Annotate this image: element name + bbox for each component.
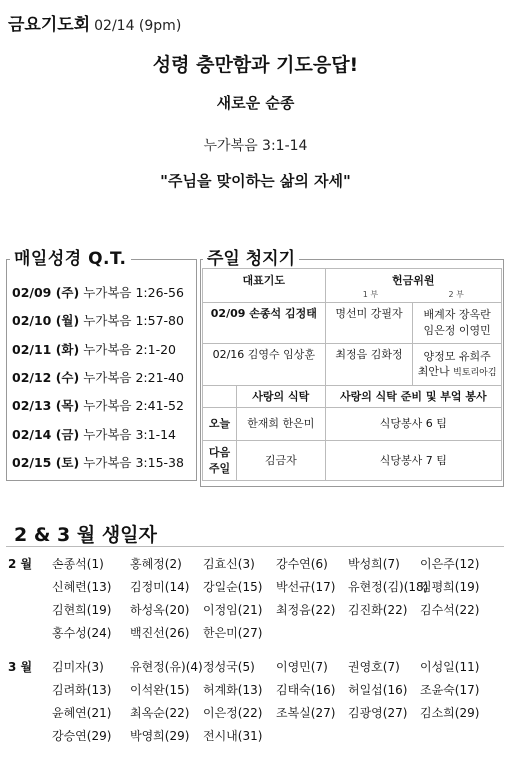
feb-birthday-name: 신혜련(13) (52, 580, 112, 594)
feb-birthday-name: 강수연(6) (276, 557, 328, 571)
divider (6, 546, 504, 547)
part2-line: 배계자 장옥란 (423, 308, 491, 322)
part2-cell (413, 303, 502, 344)
table-row (203, 408, 502, 441)
feb-birthday-name: 박선규(17) (276, 580, 336, 594)
table-row (203, 344, 502, 386)
qt-date: 02/11 (화) (12, 341, 80, 357)
part2-name: 최안나 (417, 365, 450, 379)
next-service: 식당봉사 7 팀 (325, 441, 501, 481)
sermon-main-title: 성령 충만함과 기도응답! (152, 54, 359, 76)
feb-birthday-name: 유현정(김)(18) (348, 580, 429, 594)
mar-birthday-name: 김미자(3) (52, 660, 104, 674)
mar-birthday-name: 김려화(13) (52, 683, 112, 697)
mar-birthday-name: 조윤숙(17) (420, 683, 480, 697)
header (8, 10, 181, 35)
sunday-table (202, 268, 502, 481)
meeting-date: 02/14 (9pm) (94, 18, 182, 34)
mar-birthday-name: 김광영(27) (348, 706, 408, 720)
sermon-scripture: 누가복음 3:1-14 (203, 138, 308, 154)
sunday-title: 주일 청지기 (203, 244, 299, 269)
feb-birthday-name: 박성희(7) (348, 557, 400, 571)
feb-birthday-name: 김현희(19) (52, 603, 112, 617)
next-label-line: 주일 (208, 461, 231, 475)
part2-line (415, 364, 499, 380)
today-service: 식당봉사 6 팀 (325, 408, 501, 441)
qt-date: 02/13 (목) (12, 398, 80, 414)
service-header: 사랑의 식탁 준비 및 부엌 봉사 (325, 386, 501, 408)
prayer-cell: 02/16 김영수 임상훈 (203, 344, 326, 386)
table-header: 사랑의 식탁 (236, 386, 325, 408)
sermon-subtitle: 새로운 순종 (216, 94, 295, 112)
part2-line: 임은정 이영민 (423, 324, 491, 337)
mar-birthday-name: 허일섭(16) (348, 683, 408, 697)
mar-birthday-name: 조복실(27) (276, 706, 336, 720)
part1-cell: 명선미 강필자 (325, 303, 413, 344)
table-row (203, 441, 502, 481)
qt-ref: 누가복음 1:26-56 (79, 285, 184, 300)
part2-name: 빅토리아김 (453, 368, 497, 379)
mar-birthday-name: 이은정(22) (203, 706, 263, 720)
mar-birthday-name: 이영민(7) (276, 660, 328, 674)
mar-label: 3 월 (8, 660, 33, 674)
mar-birthday-name: 이석완(15) (130, 683, 190, 697)
feb-birthday-name: 김정미(14) (130, 580, 190, 594)
birthday-title: 2 & 3 월 생일자 (14, 524, 157, 546)
mar-birthday-name: 강승연(29) (52, 729, 112, 743)
mar-birthday-name: 박영희(29) (130, 729, 190, 743)
qt-date: 02/15 (토) (12, 454, 80, 470)
feb-birthday-name: 김진화(22) (348, 603, 408, 617)
qt-row (12, 311, 184, 329)
col-prayer-header: 대표기도 (203, 269, 326, 303)
qt-ref: 누가복음 2:41-52 (79, 398, 184, 414)
mar-birthday-name: 정성국(5) (203, 660, 255, 674)
qt-title: 매일성경 Q.T. (10, 244, 131, 269)
empty-cell (203, 386, 237, 408)
feb-birthday-name: 김효신(3) (203, 557, 255, 571)
next-label (203, 441, 237, 481)
part1-cell: 최정음 김화정 (325, 344, 413, 386)
qt-date: 02/09 (주) (12, 285, 80, 300)
mar-birthday-name: 권영호(7) (348, 660, 400, 674)
feb-birthday-name: 한은미(27) (203, 626, 263, 640)
meeting-title: 금요기도회 (8, 15, 91, 35)
part2-label: 2 부 (448, 289, 464, 299)
qt-row (12, 368, 184, 386)
today-label: 오늘 (203, 408, 237, 441)
mar-birthday-name: 허계화(13) (203, 683, 263, 697)
mar-birthday-name: 김태숙(16) (276, 683, 336, 697)
part2-cell (413, 344, 502, 386)
part2-line: 양정모 유희주 (423, 349, 491, 363)
col-offering-header (325, 269, 501, 303)
feb-birthday-name: 강일순(15) (203, 580, 263, 594)
qt-ref: 누가복음 1:57-80 (79, 313, 184, 329)
qt-date: 02/12 (수) (12, 369, 80, 385)
qt-row (12, 340, 176, 358)
table-row (203, 303, 502, 344)
part1-label: 1 부 (362, 289, 379, 299)
feb-birthday-name: 백진선(26) (130, 626, 190, 640)
feb-birthday-name: 이은주(12) (420, 557, 480, 571)
offering-label: 헌금위원 (392, 274, 435, 287)
mar-birthday-name: 김소희(29) (420, 706, 480, 720)
qt-date: 02/10 (월) (12, 313, 80, 329)
feb-birthday-name: 이정임(21) (203, 603, 263, 617)
feb-birthday-name: 홍혜정(2) (130, 557, 182, 571)
mar-birthday-name: 이성일(11) (420, 660, 480, 674)
feb-birthday-name: 홍수성(24) (52, 626, 112, 640)
prayer-cell: 02/09 손종석 김정태 (203, 303, 326, 344)
qt-row (12, 283, 184, 301)
feb-label: 2 월 (8, 557, 33, 571)
next-label-line: 다음 (208, 445, 231, 459)
qt-ref: 누가복음 3:15-38 (79, 454, 184, 470)
qt-row (12, 396, 184, 414)
next-table: 김금자 (236, 441, 325, 481)
qt-ref: 누가복음 2:21-40 (79, 369, 184, 385)
qt-row (12, 453, 184, 471)
sermon-quote: "주님을 맞이하는 삶의 자세" (160, 172, 351, 190)
qt-ref: 누가복음 3:1-14 (79, 426, 176, 442)
mar-birthday-name: 유현정(유)(4) (130, 660, 203, 674)
mar-birthday-name: 전시내(31) (203, 729, 263, 743)
qt-date: 02/14 (금) (12, 426, 80, 442)
feb-birthday-name: 최정음(22) (276, 603, 336, 617)
mar-birthday-name: 최옥순(22) (130, 706, 190, 720)
qt-ref: 누가복음 2:1-20 (79, 341, 176, 357)
today-table: 한재희 한은미 (236, 408, 325, 441)
feb-birthday-name: 손종석(1) (52, 557, 104, 571)
feb-birthday-name: 김평희(19) (420, 580, 480, 594)
qt-row (12, 425, 176, 443)
offering-parts (328, 289, 499, 301)
mar-birthday-name: 윤혜연(21) (52, 706, 112, 720)
feb-birthday-name: 김수석(22) (420, 603, 480, 617)
feb-birthday-name: 하성옥(20) (130, 603, 190, 617)
